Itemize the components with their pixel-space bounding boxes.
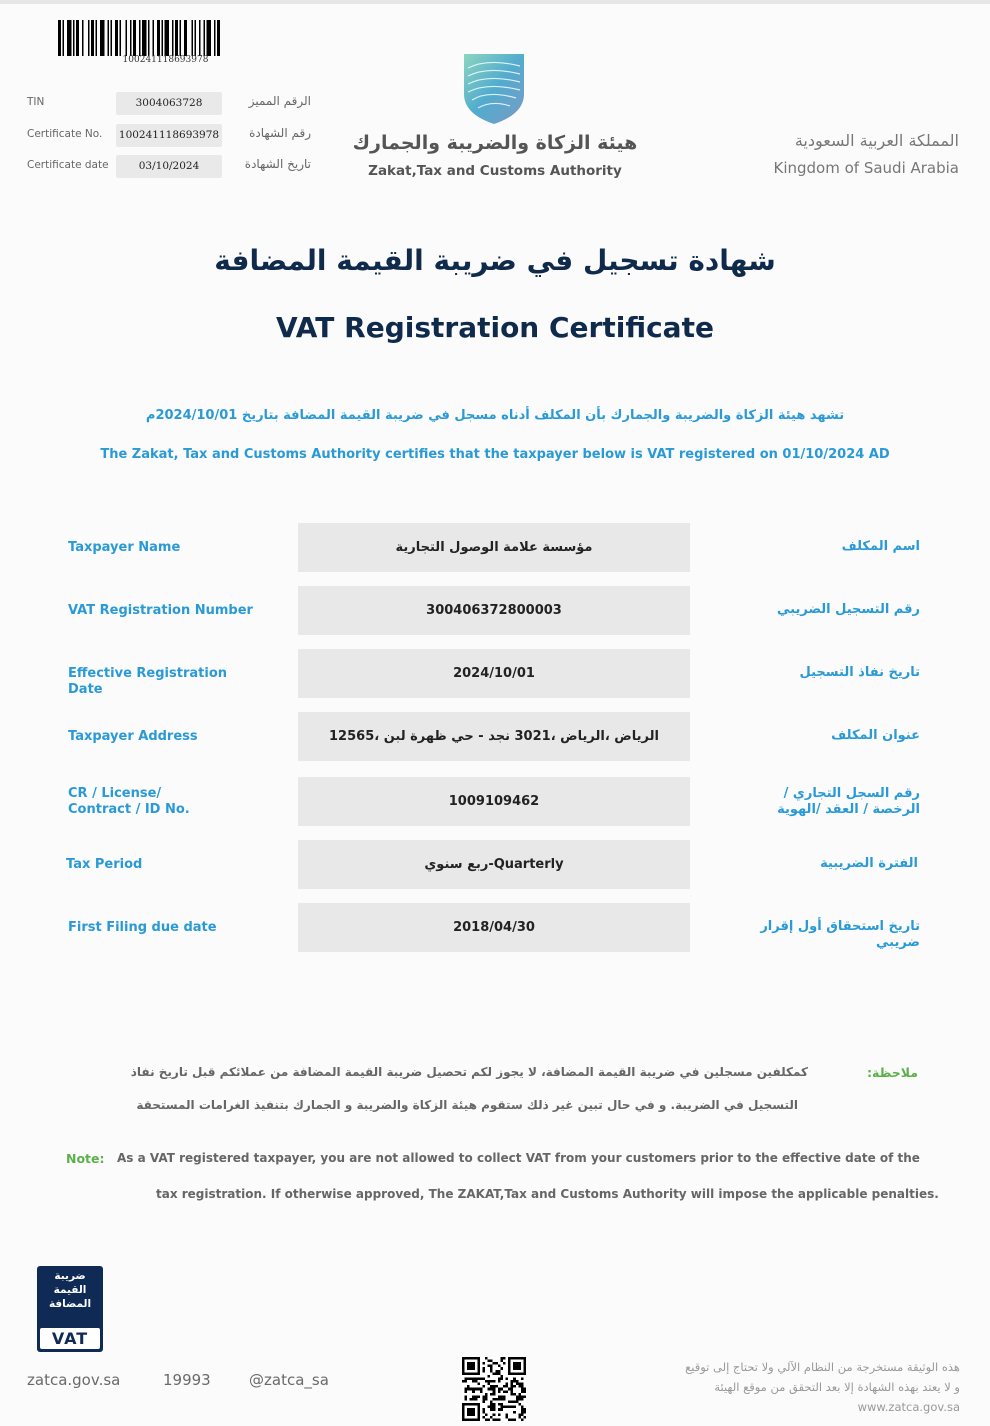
qr-module: [500, 1367, 503, 1370]
qr-module: [490, 1416, 493, 1419]
certifies-ar: تشهد هيئة الزكاة والضريبة والجمارك بأن المكلف أدناه مسجل في ضريبة القيمة المضافة بتاريخ 2024/10/01م: [145, 408, 845, 423]
qr-module: [490, 1365, 493, 1368]
qr-module: [508, 1401, 511, 1404]
qr-module: [506, 1413, 509, 1416]
meta-certificate-no-label-en: Certificate No.: [27, 128, 103, 140]
qr-module: [523, 1411, 526, 1414]
qr-module: [470, 1377, 473, 1380]
qr-module: [513, 1385, 516, 1388]
qr-module: [513, 1393, 516, 1396]
qr-module: [498, 1365, 501, 1368]
zatca-logo-icon: [458, 48, 530, 128]
qr-module: [467, 1362, 475, 1370]
qr-module: [516, 1398, 519, 1401]
footer-website: zatca.gov.sa: [27, 1371, 121, 1389]
meta-certificate-no-label-ar: رقم الشهادة: [249, 126, 311, 140]
qr-module: [511, 1385, 514, 1388]
barcode-bar: [58, 20, 61, 56]
qr-module: [488, 1380, 491, 1383]
barcode-bar: [184, 20, 187, 56]
row-label-en: CR / License/ Contract / ID No.: [68, 786, 190, 817]
qr-module: [495, 1418, 498, 1421]
meta-tin-label-ar: الرقم المميز: [248, 94, 311, 108]
qr-module: [513, 1362, 521, 1370]
qr-module: [467, 1377, 470, 1380]
qr-module: [521, 1395, 524, 1398]
barcode-bar: [195, 20, 197, 56]
qr-module: [482, 1411, 485, 1414]
meta-tin-value: 3004063728: [116, 92, 222, 115]
barcode-bar: [180, 20, 182, 56]
title-en: VAT Registration Certificate: [276, 311, 714, 344]
qr-module: [472, 1390, 475, 1393]
barcode-bar: [217, 20, 220, 56]
qr-module: [508, 1388, 511, 1391]
qr-module: [480, 1388, 483, 1391]
qr-module: [482, 1385, 485, 1388]
footer-handle: @zatca_sa: [249, 1371, 329, 1389]
qr-module: [521, 1418, 524, 1421]
meta-certificate-no: [27, 124, 317, 146]
barcode-bar: [199, 20, 201, 56]
qr-module: [485, 1418, 488, 1421]
qr-module: [506, 1385, 509, 1388]
barcode-bar: [88, 20, 90, 56]
kingdom-name-ar: المملكة العربية السعودية: [794, 131, 959, 150]
qr-module: [490, 1367, 493, 1370]
vat-logo-ar: ضريبة القيمة المضافة: [48, 1270, 92, 1310]
qr-module: [503, 1390, 506, 1393]
qr-module: [498, 1380, 501, 1383]
qr-module: [495, 1370, 498, 1373]
meta-tin-label-en: TIN: [27, 96, 45, 108]
qr-module: [498, 1398, 501, 1401]
row-label-ar: عنوان المكلف: [831, 728, 920, 743]
barcode-bar: [130, 20, 132, 56]
qr-module: [500, 1377, 503, 1380]
row-effective-registration-date: [0, 649, 990, 698]
barcode-bar: [157, 20, 160, 56]
qr-module: [511, 1388, 514, 1391]
qr-module: [493, 1393, 496, 1396]
qr-module: [482, 1398, 485, 1401]
barcode-bar: [108, 20, 110, 56]
qr-module: [518, 1393, 521, 1396]
barcode-bar: [207, 20, 212, 56]
qr-module: [472, 1395, 475, 1398]
row-label-ar: رقم السجل التجاري / الرخصة / العقد /الهوية: [777, 786, 920, 817]
qr-module: [488, 1388, 491, 1391]
qr-module: [493, 1388, 496, 1391]
row-label-en: Taxpayer Name: [68, 540, 181, 555]
row-value: الرياض ،الرياض ،3021 نجد - حي ظهرة لبن ،12565: [298, 712, 690, 761]
qr-module: [506, 1383, 509, 1386]
qr-module: [516, 1401, 519, 1404]
qr-module: [465, 1390, 468, 1393]
qr-module: [493, 1362, 496, 1365]
qr-module: [521, 1411, 524, 1414]
qr-module: [498, 1390, 501, 1393]
barcode-bar: [96, 20, 98, 56]
qr-module: [493, 1406, 496, 1409]
qr-module: [488, 1360, 491, 1363]
qr-module: [495, 1398, 498, 1401]
qr-module: [490, 1393, 493, 1396]
row-first-filing-due-date: [0, 903, 990, 952]
qr-module: [495, 1372, 498, 1375]
qr-module: [500, 1408, 503, 1411]
row-label-ar: الفترة الضريبية: [820, 856, 918, 871]
qr-module: [488, 1375, 491, 1378]
qr-module: [495, 1362, 498, 1365]
disclaimer-line1: هذه الوثيقة مستخرجة من النظام الآلي ولا تحتاج إلى توقيع: [685, 1360, 960, 1374]
qr-module: [477, 1377, 480, 1380]
qr-module: [498, 1370, 501, 1373]
row-value: ربع سنوي-Quarterly: [298, 840, 690, 889]
qr-module: [523, 1390, 526, 1393]
qr-module: [500, 1357, 503, 1360]
qr-module: [503, 1398, 506, 1401]
meta-tin: [27, 92, 317, 114]
qr-module: [482, 1370, 485, 1373]
qr-module: [500, 1406, 503, 1409]
qr-module: [482, 1408, 485, 1411]
disclaimer-url: www.zatca.gov.sa: [857, 1400, 960, 1414]
barcode-bar: [165, 20, 170, 56]
qr-module: [472, 1377, 475, 1380]
barcode-bar: [214, 20, 216, 56]
qr-module: [506, 1377, 509, 1380]
qr-module: [516, 1395, 519, 1398]
qr-module: [465, 1388, 468, 1391]
note-line2-en: tax registration. If otherwise approved, The ZAKAT,Tax and Customs Authority will impose the applicable penalties.: [156, 1187, 939, 1201]
barcode-bar: [120, 20, 122, 56]
qr-module: [488, 1418, 491, 1421]
barcode-bar: [76, 20, 79, 56]
qr-module: [485, 1393, 488, 1396]
qr-module: [521, 1383, 524, 1386]
barcode-number: 100241118693978: [122, 55, 209, 65]
row-label-ar: رقم التسجيل الضريبي: [777, 602, 920, 617]
qr-module: [490, 1388, 493, 1391]
qr-module: [503, 1385, 506, 1388]
qr-module: [500, 1398, 503, 1401]
note-line2-ar: التسجيل في الضريبة. و في حال تبين غير ذلك ستقوم هيئة الزكاة والضريبة و الجمارك بتنفيذ الغرامات المستحقة: [136, 1098, 798, 1112]
qr-module: [500, 1403, 503, 1406]
qr-module: [485, 1395, 488, 1398]
barcode-bar: [67, 20, 72, 56]
footer-phone: 19993: [163, 1371, 211, 1389]
qr-module: [511, 1418, 514, 1421]
qr-module: [500, 1375, 503, 1378]
qr-module: [475, 1380, 478, 1383]
qr-module: [500, 1360, 503, 1363]
qr-module: [523, 1416, 526, 1419]
qr-module: [508, 1418, 511, 1421]
qr-module: [475, 1398, 478, 1401]
disclaimer-line2: و لا يعتد بهذه الشهادة إلا بعد التحقق من موقع الهيئة: [714, 1380, 960, 1394]
row-taxpayer-address: [0, 712, 990, 761]
qr-module: [511, 1393, 514, 1396]
qr-module: [467, 1385, 470, 1388]
title-ar: شهادة تسجيل في ضريبة القيمة المضافة: [214, 244, 776, 277]
barcode-bar: [162, 20, 164, 56]
qr-module: [513, 1418, 516, 1421]
qr-module: [506, 1416, 509, 1419]
barcode-bar: [175, 20, 178, 56]
qr-module: [506, 1390, 509, 1393]
qr-module: [513, 1377, 516, 1380]
qr-module: [511, 1383, 514, 1386]
qr-module: [485, 1380, 488, 1383]
qr-module: [493, 1403, 496, 1406]
barcode-bar: [142, 20, 147, 56]
qr-module: [493, 1408, 496, 1411]
qr-module: [498, 1403, 501, 1406]
qr-module: [513, 1411, 516, 1414]
qr-module: [485, 1398, 488, 1401]
qr-module: [472, 1388, 475, 1391]
qr-module: [513, 1401, 516, 1404]
qr-module: [508, 1406, 511, 1409]
meta-certificate-date-label-ar: تاريخ الشهادة: [244, 157, 311, 171]
barcode-bar: [115, 20, 118, 56]
row-label-en: Taxpayer Address: [68, 729, 198, 744]
qr-module: [521, 1408, 524, 1411]
qr-module: [462, 1380, 465, 1383]
qr-module: [465, 1398, 468, 1401]
row-label-en: First Filing due date: [68, 920, 217, 935]
qr-module: [480, 1377, 483, 1380]
meta-certificate-date-label-en: Certificate date: [27, 159, 109, 171]
qr-module: [493, 1385, 496, 1388]
meta-certificate-date-value: 03/10/2024: [116, 155, 222, 178]
note-label-en: Note:: [66, 1151, 105, 1166]
row-label-ar: تاريخ نفاذ التسجيل: [799, 665, 920, 680]
note-label-ar: ملاحظة:: [867, 1065, 918, 1080]
qr-module: [518, 1403, 521, 1406]
qr-module: [482, 1401, 485, 1404]
vat-logo-en: VAT: [40, 1328, 100, 1349]
row-label-en: VAT Registration Number: [68, 603, 253, 618]
qr-module: [523, 1395, 526, 1398]
note-line1-en: As a VAT registered taxpayer, you are not allowed to collect VAT from your customers prior to the effective date of the: [117, 1151, 920, 1165]
qr-module: [518, 1395, 521, 1398]
qr-module: [500, 1388, 503, 1391]
qr-module: [472, 1398, 475, 1401]
qr-module: [477, 1383, 480, 1386]
qr-module: [521, 1406, 524, 1409]
qr-module: [488, 1383, 491, 1386]
qr-module: [521, 1398, 524, 1401]
qr-module: [500, 1395, 503, 1398]
qr-module: [521, 1385, 524, 1388]
meta-certificate-no-value: 100241118693978: [116, 124, 222, 147]
barcode-bar: [192, 20, 194, 56]
qr-module: [482, 1362, 485, 1365]
qr-module: [506, 1406, 509, 1409]
certifies-en: The Zakat, Tax and Customs Authority certifies that the taxpayer below is VAT registered on 01/10/2024 AD: [100, 447, 890, 462]
row-label-en: Effective Registration Date: [68, 666, 228, 697]
qr-module: [488, 1365, 491, 1368]
qr-module: [518, 1416, 521, 1419]
qr-module: [518, 1385, 521, 1388]
qr-module: [475, 1388, 478, 1391]
barcode-bar: [126, 20, 128, 56]
qr-module: [495, 1385, 498, 1388]
qr-module: [467, 1408, 475, 1416]
qr-module: [467, 1388, 470, 1391]
row-label-ar: اسم المكلف: [841, 539, 920, 554]
qr-module: [521, 1413, 524, 1416]
row-vat-registration-number: [0, 586, 990, 635]
barcode-bar: [153, 20, 155, 56]
qr-module: [490, 1370, 493, 1373]
qr-module: [493, 1372, 496, 1375]
qr-module: [482, 1395, 485, 1398]
qr-module: [470, 1388, 473, 1391]
row-value: مؤسسة علامة الوصول التجارية: [298, 523, 690, 572]
qr-module: [516, 1383, 519, 1386]
barcode-bar: [82, 20, 84, 56]
kingdom-name-en: Kingdom of Saudi Arabia: [773, 159, 959, 177]
qr-module: [475, 1395, 478, 1398]
qr-module: [485, 1413, 488, 1416]
row-value: 300406372800003: [298, 586, 690, 635]
qr-module: [498, 1388, 501, 1391]
qr-module: [465, 1395, 468, 1398]
qr-module: [490, 1406, 493, 1409]
qr-module: [482, 1416, 485, 1419]
qr-module: [518, 1398, 521, 1401]
qr-module: [493, 1390, 496, 1393]
qr-module: [511, 1401, 514, 1404]
qr-module: [490, 1403, 493, 1406]
barcode-bar: [73, 20, 75, 56]
qr-module: [465, 1380, 468, 1383]
qr-module: [498, 1372, 501, 1375]
qr-module: [516, 1380, 519, 1383]
qr-module: [503, 1362, 506, 1365]
barcode-bar: [111, 20, 113, 56]
barcode-bar: [139, 20, 141, 56]
qr-module: [490, 1401, 493, 1404]
qr-module: [503, 1406, 506, 1409]
row-value: 2024/10/01: [298, 649, 690, 698]
qr-module: [475, 1377, 478, 1380]
barcode-bar: [100, 20, 105, 56]
qr-module: [485, 1357, 488, 1360]
qr-module: [498, 1408, 501, 1411]
qr-code-image: [462, 1357, 526, 1421]
qr-module: [488, 1406, 491, 1409]
qr-module: [482, 1367, 485, 1370]
barcode-bar: [133, 20, 136, 56]
barcode-bar: [91, 20, 94, 56]
row-label-en: Tax Period: [66, 857, 143, 872]
qr-module: [482, 1377, 485, 1380]
note-line1-ar: كمكلفين مسجلين في ضريبة القيمة المضافة، لا يجوز لكم تحصيل ضريبة القيمة المضافة من عملائكم قبل تاريخ نفاذ: [130, 1065, 808, 1079]
qr-module: [477, 1388, 480, 1391]
qr-module: [472, 1380, 475, 1383]
authority-name-en: Zakat,Tax and Customs Authority: [368, 163, 622, 179]
barcode-bar: [63, 20, 65, 56]
qr-module: [521, 1390, 524, 1393]
vat-logo: [37, 1266, 103, 1352]
qr-module: [498, 1418, 501, 1421]
row-value: 2018/04/30: [298, 903, 690, 952]
qr-module: [511, 1390, 514, 1393]
row-taxpayer-name: [0, 523, 990, 572]
qr-module: [470, 1398, 473, 1401]
qr-module: [511, 1406, 514, 1409]
row-label-ar: تاريخ استحقاق أول إقرار ضريبي: [760, 919, 920, 950]
row-cr-license-id: [0, 777, 990, 826]
authority-name-ar: هيئة الزكاة والضريبة والجمارك: [352, 132, 638, 154]
qr-module: [498, 1377, 501, 1380]
qr-module: [477, 1395, 480, 1398]
qr-module: [503, 1395, 506, 1398]
barcode-bar: [172, 20, 174, 56]
row-value: 1009109462: [298, 777, 690, 826]
qr-module: [523, 1408, 526, 1411]
qr-module: [523, 1388, 526, 1391]
qr-module: [498, 1395, 501, 1398]
barcode-bar: [204, 20, 206, 56]
qr-module: [490, 1408, 493, 1411]
qr-module: [521, 1377, 524, 1380]
qr-module: [490, 1385, 493, 1388]
qr-module: [513, 1406, 516, 1409]
barcode-image: [58, 20, 273, 56]
row-tax-period: [0, 840, 990, 889]
qr-module: [493, 1413, 496, 1416]
qr-module: [493, 1398, 496, 1401]
qr-module: [493, 1418, 496, 1421]
barcode-bar: [148, 20, 150, 56]
qr-module: [511, 1380, 514, 1383]
qr-module: [521, 1388, 524, 1391]
qr-module: [480, 1390, 483, 1393]
qr-module: [490, 1360, 493, 1363]
qr-module: [503, 1357, 506, 1360]
qr-module: [518, 1413, 521, 1416]
qr-module: [465, 1377, 468, 1380]
qr-module: [490, 1380, 493, 1383]
qr-module: [498, 1413, 501, 1416]
qr-module: [493, 1380, 496, 1383]
qr-module: [513, 1380, 516, 1383]
qr-module: [518, 1383, 521, 1386]
meta-certificate-date: [27, 155, 317, 177]
